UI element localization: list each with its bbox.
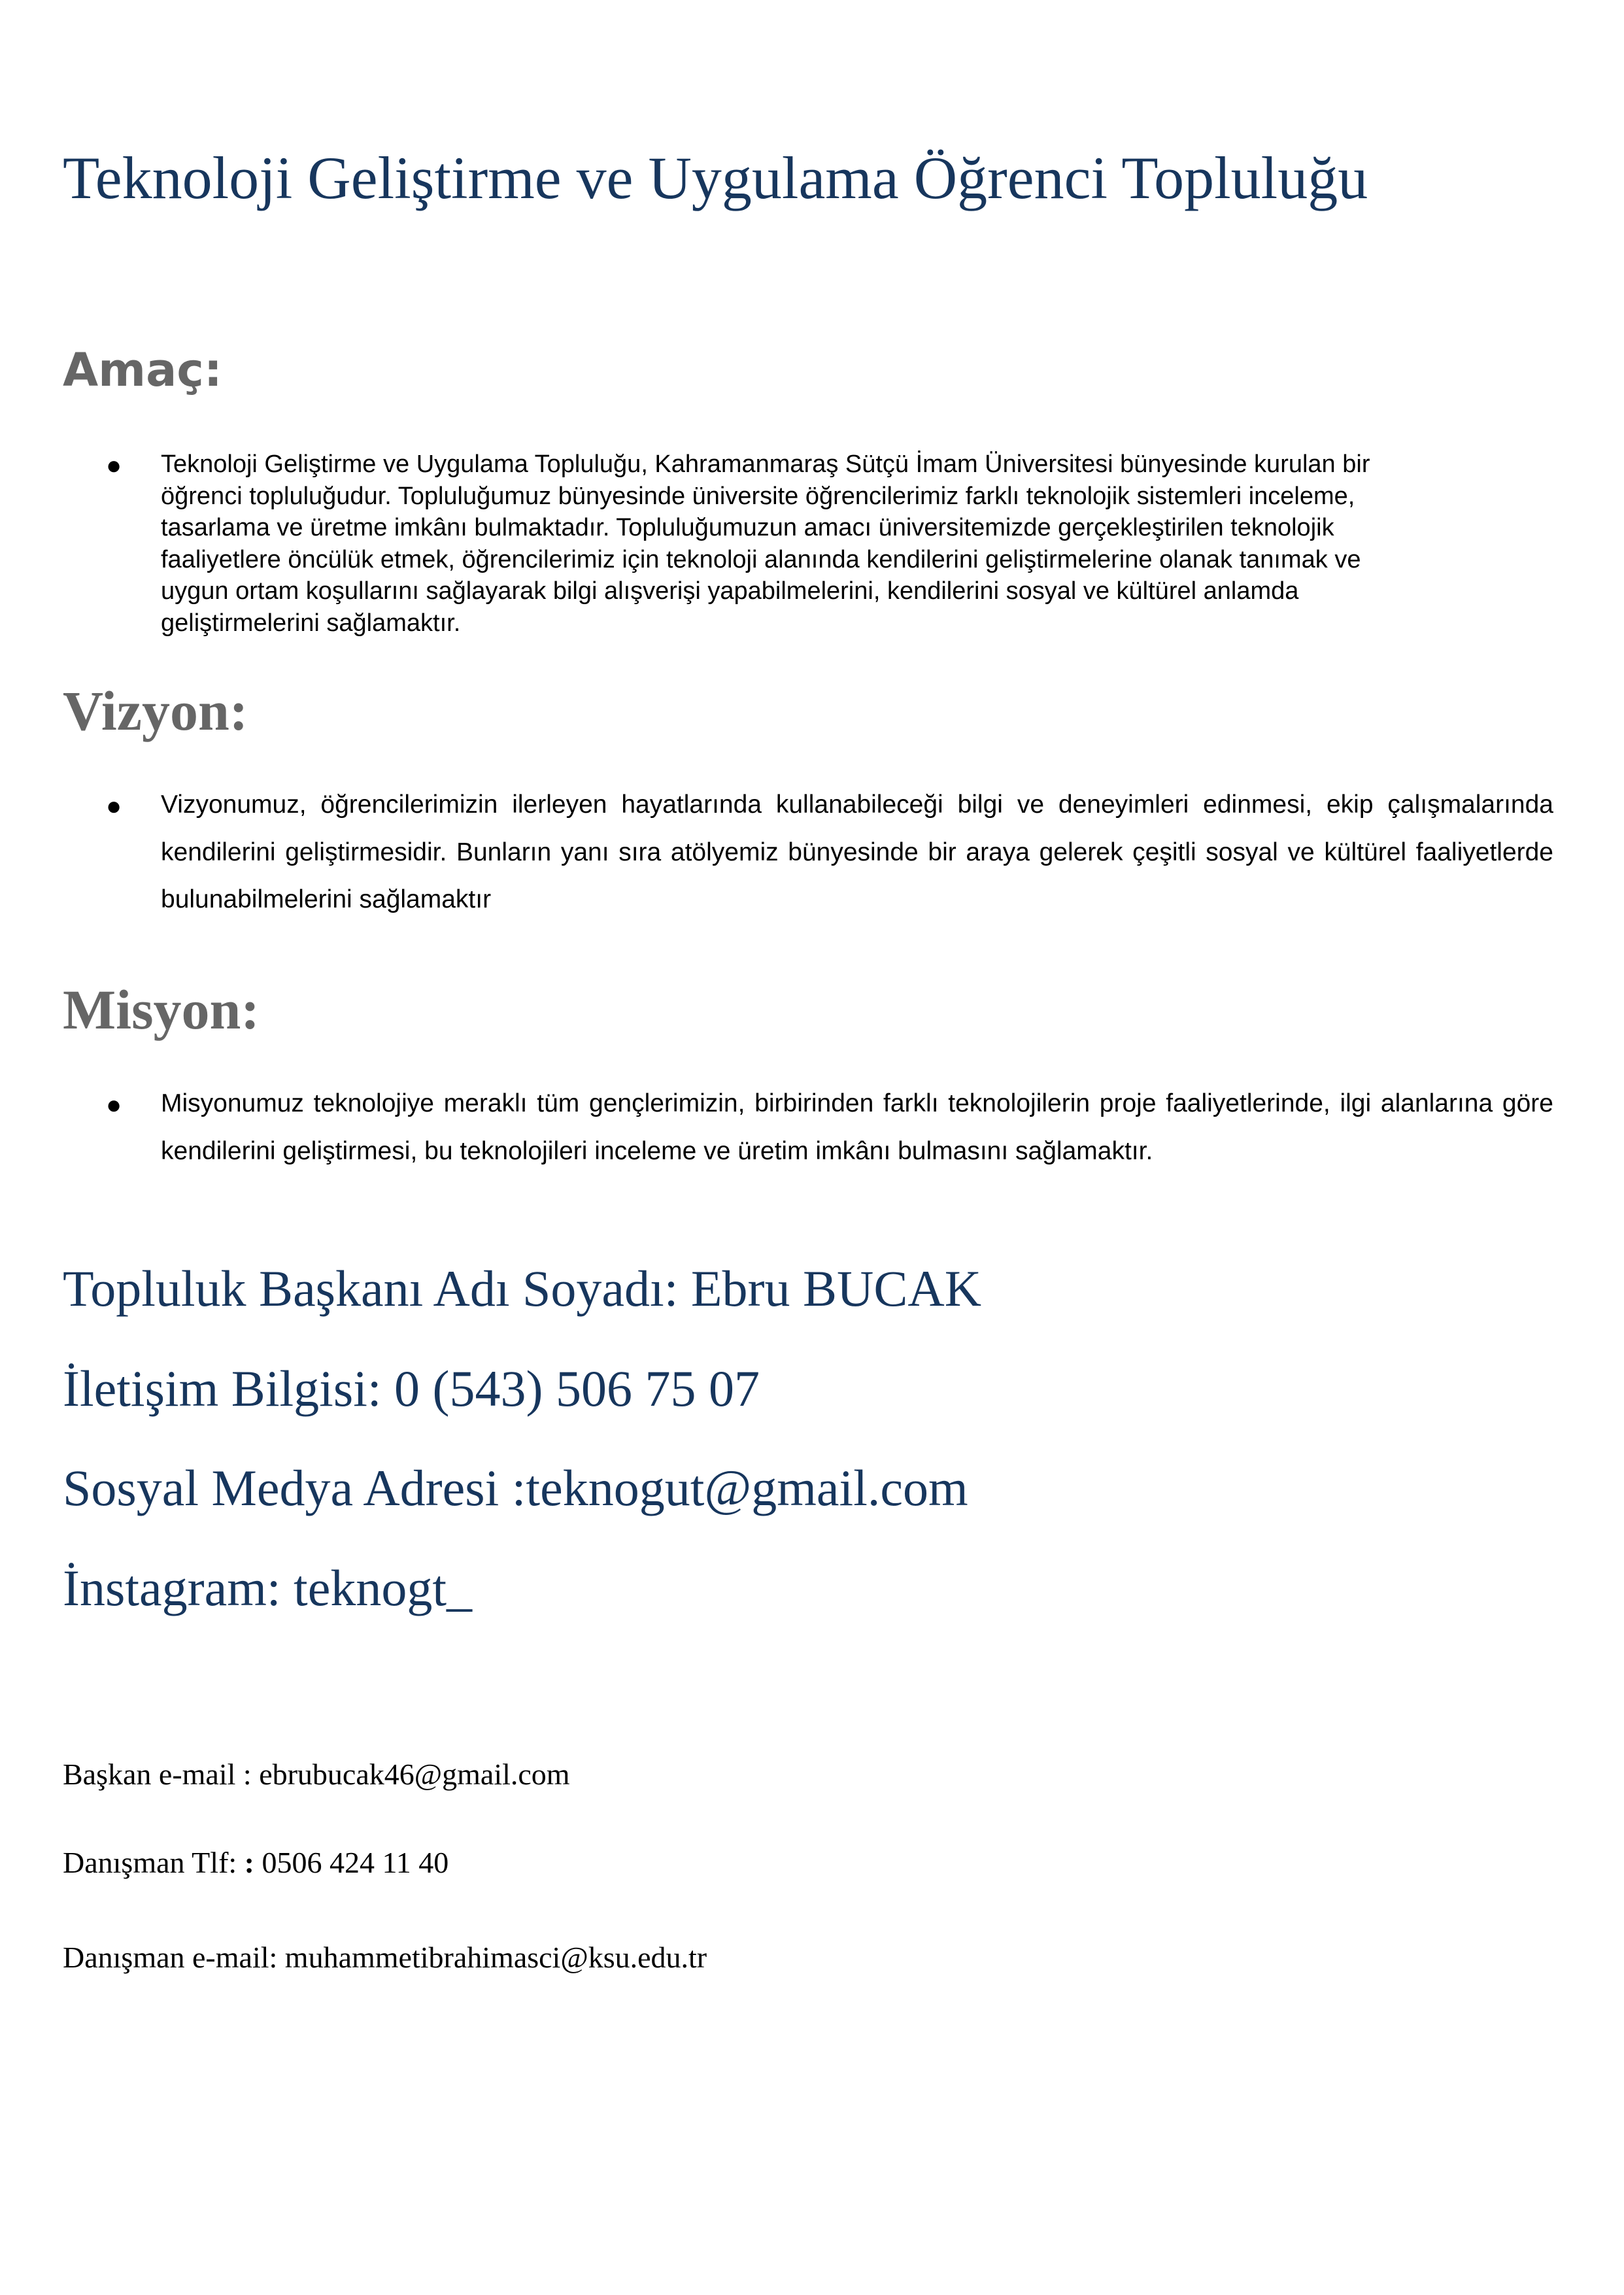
bullet-dot-icon: ● — [106, 792, 122, 821]
advisor-phone-number: 0506 424 11 40 — [254, 1846, 449, 1879]
advisor-phone-separator: : — [244, 1846, 254, 1879]
amac-line: öğrenci topluluğudur. Topluluğumuz bünyesinde üniversite öğrencilerimiz farklı teknolojik sistemleri inceleme, — [161, 482, 1355, 510]
amac-line: Teknoloji Geliştirme ve Uygulama Topluluğu, Kahramanmaraş Sütçü İmam Üniversitesi bünyesinde kurulan bir — [161, 450, 1370, 478]
misyon-bullet-item — [106, 1080, 1553, 1185]
president-email: Başkan e-mail : ebrubucak46@gmail.com — [63, 1758, 570, 1791]
amac-line: geliştirmelerini sağlamaktır. — [161, 609, 461, 637]
social-media-address: Sosyal Medya Adresi :teknogut@gmail.com — [63, 1459, 968, 1516]
advisor-phone-label: Danışman Tlf: — [63, 1846, 245, 1879]
bullet-dot-icon: ● — [106, 451, 122, 480]
bullet-dot-icon: ● — [106, 1091, 122, 1119]
misyon-paragraph: Misyonumuz teknolojiye meraklı tüm gençlerimizin, birbirinden farklı teknolojilerin proje faaliyetlerinde, ilgi alanlarına göre kendilerini geliştirmesi, bu teknolojileri inceleme ve üretim imkânı bulmasını sağlamaktır. — [161, 1089, 1553, 1165]
vizyon-paragraph: Vizyonumuz, öğrencilerimizin ilerleyen hayatlarında kullanabileceği bilgi ve deneyimleri edinmesi, ekip çalışmalarında kendilerini geliştirmesidir. Bunların yanı sıra atölyemiz bünyesinde bir araya gelerek çeşitli sosyal ve kültürel faaliyetlerde bulunabilmelerini sağlamaktır — [161, 790, 1553, 914]
amac-line: uygun ortam koşullarını sağlayarak bilgi alışverişi yapabilmelerini, kendilerini sosyal ve kültürel anlamda — [161, 577, 1299, 605]
amac-bullet-item — [106, 449, 1548, 645]
president-name: Topluluk Başkanı Adı Soyadı: Ebru BUCAK — [63, 1260, 982, 1317]
misyon-heading: Misyon: — [63, 978, 260, 1041]
amac-heading: Amaç: — [63, 343, 222, 397]
vizyon-bullet-item — [106, 781, 1553, 938]
advisor-phone — [63, 1844, 448, 1880]
contact-phone: İletişim Bilgisi: 0 (543) 506 75 07 — [63, 1360, 760, 1417]
amac-paragraph — [161, 449, 1553, 639]
document-title: Teknoloji Geliştirme ve Uygulama Öğrenci Topluluğu — [63, 144, 1368, 211]
vizyon-heading: Vizyon: — [63, 679, 248, 742]
advisor-email: Danışman e-mail: muhammetibrahimasci@ksu.edu.tr — [63, 1941, 707, 1974]
instagram-handle: İnstagram: teknogt_ — [63, 1559, 473, 1616]
amac-line: tasarlama ve üretme imkânı bulmaktadır. Topluluğumuzun amacı üniversitemizde gerçekleştirilen teknolojik — [161, 514, 1334, 542]
amac-line: faaliyetlere öncülük etmek, öğrencilerimiz için teknoloji alanında kendilerini geliştirmelerine olanak tanımak ve — [161, 545, 1361, 573]
